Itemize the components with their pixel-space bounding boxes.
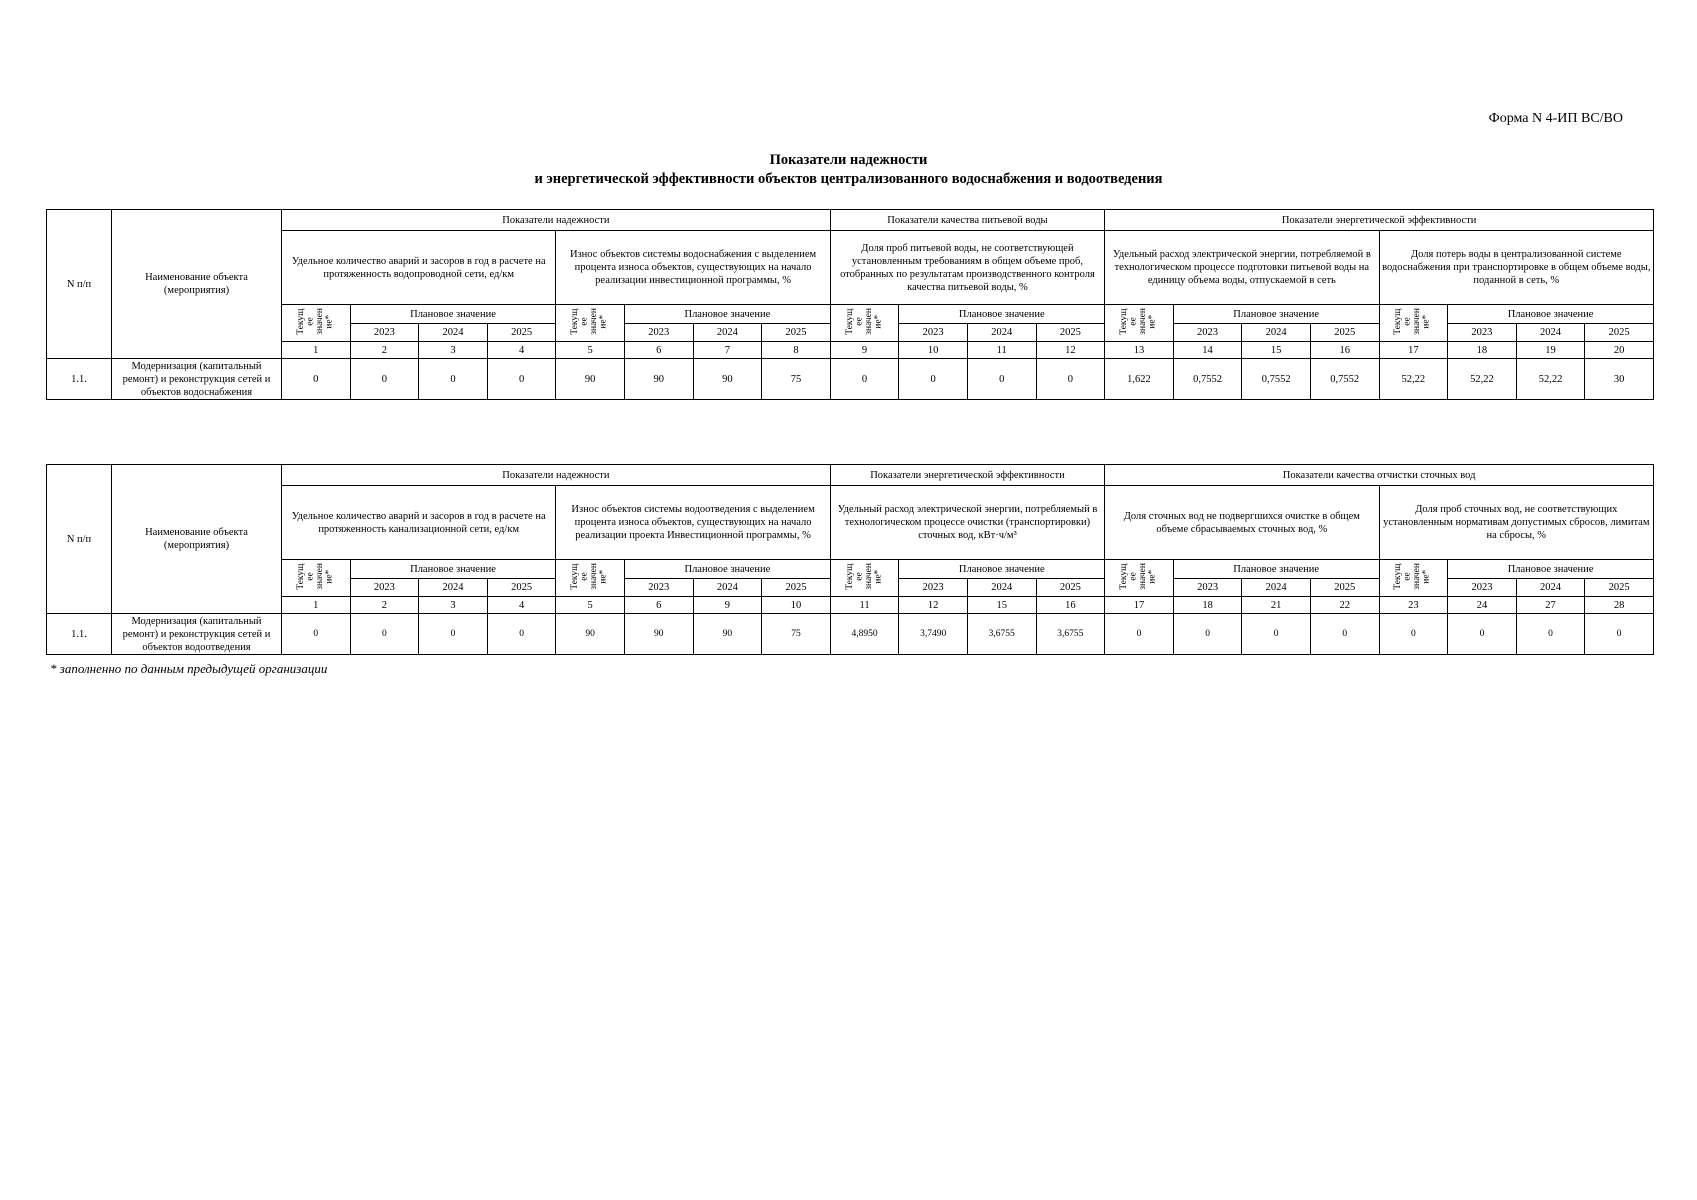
year-header: 2025 [1585,579,1654,597]
column-number: 5 [556,597,625,614]
year-header: 2024 [419,324,488,342]
current-value-label: Текущ ее значен ие* [1393,562,1432,590]
plan-value-header: Плановое значение [1448,305,1654,324]
column-number: 15 [1242,342,1311,359]
column-number: 1 [282,597,351,614]
value-cell: 0 [1173,614,1242,655]
column-number: 4 [487,342,556,359]
current-value-label: Текущ ее значен ие* [1118,562,1158,590]
value-cell: 0 [1379,614,1448,655]
column-number: 4 [487,597,556,614]
column-number: 16 [1036,597,1105,614]
group-header: Показатели надежности [282,465,831,486]
column-number: 8 [762,342,831,359]
year-header: 2023 [350,579,419,597]
indicator-header: Износ объектов системы водоотведения с выделением процента износа объектов, существующих на начало реализации проекта Инвестиционной программы, % [556,486,830,560]
value-cell: 30 [1585,359,1654,400]
group-header: Показатели качества отчистки сточных вод [1105,465,1654,486]
current-value-header [830,305,899,342]
column-number: 15 [967,597,1036,614]
current-value-header [830,560,899,597]
current-value-header [556,305,625,342]
year-header: 2024 [693,324,762,342]
value-cell: 0 [830,359,899,400]
column-number: 1 [282,342,351,359]
column-number: 18 [1448,342,1517,359]
year-header: 2024 [1242,324,1311,342]
year-header: 2025 [1310,579,1379,597]
plan-value-header: Плановое значение [1173,305,1379,324]
column-number: 9 [830,342,899,359]
current-value-header [1379,560,1448,597]
plan-value-header: Плановое значение [899,305,1105,324]
current-value-header [282,560,351,597]
value-cell: 0 [1516,614,1585,655]
plan-value-header: Плановое значение [1448,560,1654,579]
row-number: 1.1. [47,359,112,400]
wastewater-indicators-table [46,464,1654,655]
title-line-2: и энергетической эффективности объектов централизованного водоснабжения и водоотведения [534,171,1163,187]
value-cell: 90 [624,359,693,400]
column-number: 2 [350,597,419,614]
year-header: 2024 [1516,324,1585,342]
current-value-label: Текущ ее значен ие* [1118,307,1158,335]
indicator-header: Удельное количество аварий и засоров в год в расчете на протяженность канализационной сети, ед/км [282,486,556,560]
value-cell: 0 [1105,614,1174,655]
value-cell: 0 [1242,614,1311,655]
column-number: 20 [1585,342,1654,359]
indicator-header: Доля проб сточных вод, не соответствующих установленным нормативам допустимых сбросов, лимитам на сбросы, % [1379,486,1653,560]
value-cell: 0 [487,614,556,655]
table-row [47,614,1654,655]
column-number: 3 [419,597,488,614]
current-value-label: Текущ ее значен ие* [844,562,884,590]
column-number: 22 [1310,597,1379,614]
year-header: 2023 [624,324,693,342]
indicator-header: Доля проб питьевой воды, не соответствующей установленным требованиям в общем объеме проб, отобранных по результатам производственного контроля качества питьевой воды, % [830,231,1104,305]
value-cell: 0 [350,359,419,400]
year-header: 2024 [967,579,1036,597]
value-cell: 0,7552 [1242,359,1311,400]
column-number: 13 [1105,342,1174,359]
plan-value-header: Плановое значение [624,560,830,579]
year-header: 2025 [487,324,556,342]
column-number: 10 [762,597,831,614]
current-value-header [1105,305,1174,342]
current-value-label: Текущ ее значен ие* [570,307,609,335]
year-header: 2024 [1516,579,1585,597]
group-header: Показатели надежности [282,210,831,231]
year-header: 2023 [899,324,968,342]
year-header: 2024 [967,324,1036,342]
form-number: Форма N 4-ИП ВС/ВО [1488,111,1623,126]
document-title [0,151,1697,189]
column-number: 24 [1448,597,1517,614]
value-cell: 0 [419,359,488,400]
object-name: Модернизация (капитальный ремонт) и реконструкция сетей и объектов водоотведения [112,614,282,655]
indicator-header: Износ объектов системы водоснабжения с выделением процента износа объектов, существующих на начало реализации инвестиционной программы, % [556,231,830,305]
year-header: 2023 [1448,579,1517,597]
year-header: 2023 [350,324,419,342]
indicator-header: Удельное количество аварий и засоров в год в расчете на протяженность водопроводной сети, ед/км [282,231,556,305]
current-value-label: Текущ ее значен ие* [295,307,335,335]
plan-value-header: Плановое значение [350,305,556,324]
year-header: 2025 [1036,579,1105,597]
indicator-header: Доля сточных вод не подвергшихся очистке в общем объеме сбрасываемых сточных вод, % [1105,486,1379,560]
current-value-header [282,305,351,342]
table-row [47,359,1654,400]
column-number: 27 [1516,597,1585,614]
year-header: 2025 [762,324,831,342]
value-cell: 0 [967,359,1036,400]
value-cell: 75 [762,614,831,655]
column-number: 18 [1173,597,1242,614]
value-cell: 90 [556,614,625,655]
year-header: 2023 [624,579,693,597]
value-cell: 0 [419,614,488,655]
current-value-label: Текущ ее значен ие* [295,562,335,590]
column-number: 11 [830,597,899,614]
value-cell: 4,8950 [830,614,899,655]
value-cell: 0,7552 [1310,359,1379,400]
year-header: 2024 [693,579,762,597]
current-value-header [556,560,625,597]
column-number: 11 [967,342,1036,359]
value-cell: 90 [693,614,762,655]
column-number: 12 [1036,342,1105,359]
footnote: * заполненно по данным предыдущей организации [50,661,328,676]
column-number: 7 [693,342,762,359]
year-header: 2024 [419,579,488,597]
water-supply-indicators-table [46,209,1654,400]
column-number: 5 [556,342,625,359]
value-cell: 0 [1585,614,1654,655]
group-header: Показатели энергетической эффективности [830,465,1104,486]
value-cell: 0 [282,614,351,655]
title-line-1: Показатели надежности [769,152,928,168]
current-value-header [1105,560,1174,597]
current-value-label: Текущ ее значен ие* [844,307,884,335]
value-cell: 52,22 [1379,359,1448,400]
value-cell: 0 [1448,614,1517,655]
value-cell: 75 [762,359,831,400]
year-header: 2023 [1173,579,1242,597]
value-cell: 0 [487,359,556,400]
num-header: N п/п [47,465,112,614]
value-cell: 0 [350,614,419,655]
column-number: 3 [419,342,488,359]
value-cell: 90 [624,614,693,655]
column-number: 28 [1585,597,1654,614]
column-number: 9 [693,597,762,614]
group-header: Показатели энергетической эффективности [1105,210,1654,231]
column-number: 12 [899,597,968,614]
column-number: 17 [1105,597,1174,614]
value-cell: 3,7490 [899,614,968,655]
column-number: 14 [1173,342,1242,359]
indicator-header: Удельный расход электрической энергии, потребляемой в технологическом процессе подготовки питьевой воды на единицу объема воды, отпускаемой в сеть [1105,231,1379,305]
object-name: Модернизация (капитальный ремонт) и реконструкция сетей и объектов водоснабжения [112,359,282,400]
year-header: 2024 [1242,579,1311,597]
name-header: Наименование объекта (мероприятия) [112,210,282,359]
value-cell: 3,6755 [967,614,1036,655]
value-cell: 0 [1036,359,1105,400]
row-number: 1.1. [47,614,112,655]
value-cell: 0 [899,359,968,400]
column-number: 10 [899,342,968,359]
plan-value-header: Плановое значение [1173,560,1379,579]
year-header: 2025 [1036,324,1105,342]
year-header: 2025 [1310,324,1379,342]
value-cell: 90 [556,359,625,400]
value-cell: 52,22 [1448,359,1517,400]
column-number: 2 [350,342,419,359]
value-cell: 52,22 [1516,359,1585,400]
column-number: 21 [1242,597,1311,614]
column-number: 6 [624,597,693,614]
year-header: 2025 [487,579,556,597]
plan-value-header: Плановое значение [899,560,1105,579]
plan-value-header: Плановое значение [350,560,556,579]
year-header: 2023 [1448,324,1517,342]
current-value-header [1379,305,1448,342]
name-header: Наименование объекта (мероприятия) [112,465,282,614]
indicator-header: Удельный расход электрической энергии, потребляемый в технологическом процессе очистки (транспортировки) сточных вод, кВт·ч/м³ [830,486,1104,560]
current-value-label: Текущ ее значен ие* [570,562,609,590]
value-cell: 0 [1310,614,1379,655]
value-cell: 1,622 [1105,359,1174,400]
year-header: 2023 [899,579,968,597]
plan-value-header: Плановое значение [624,305,830,324]
column-number: 17 [1379,342,1448,359]
year-header: 2025 [762,579,831,597]
value-cell: 90 [693,359,762,400]
current-value-label: Текущ ее значен ие* [1393,307,1432,335]
year-header: 2023 [1173,324,1242,342]
column-number: 6 [624,342,693,359]
column-number: 16 [1310,342,1379,359]
value-cell: 3,6755 [1036,614,1105,655]
year-header: 2025 [1585,324,1654,342]
value-cell: 0 [282,359,351,400]
group-header: Показатели качества питьевой воды [830,210,1104,231]
indicator-header: Доля потерь воды в централизованной системе водоснабжения при транспортировке в общем объеме воды, поданной в сеть, % [1379,231,1653,305]
column-number: 23 [1379,597,1448,614]
column-number: 19 [1516,342,1585,359]
value-cell: 0,7552 [1173,359,1242,400]
num-header: N п/п [47,210,112,359]
